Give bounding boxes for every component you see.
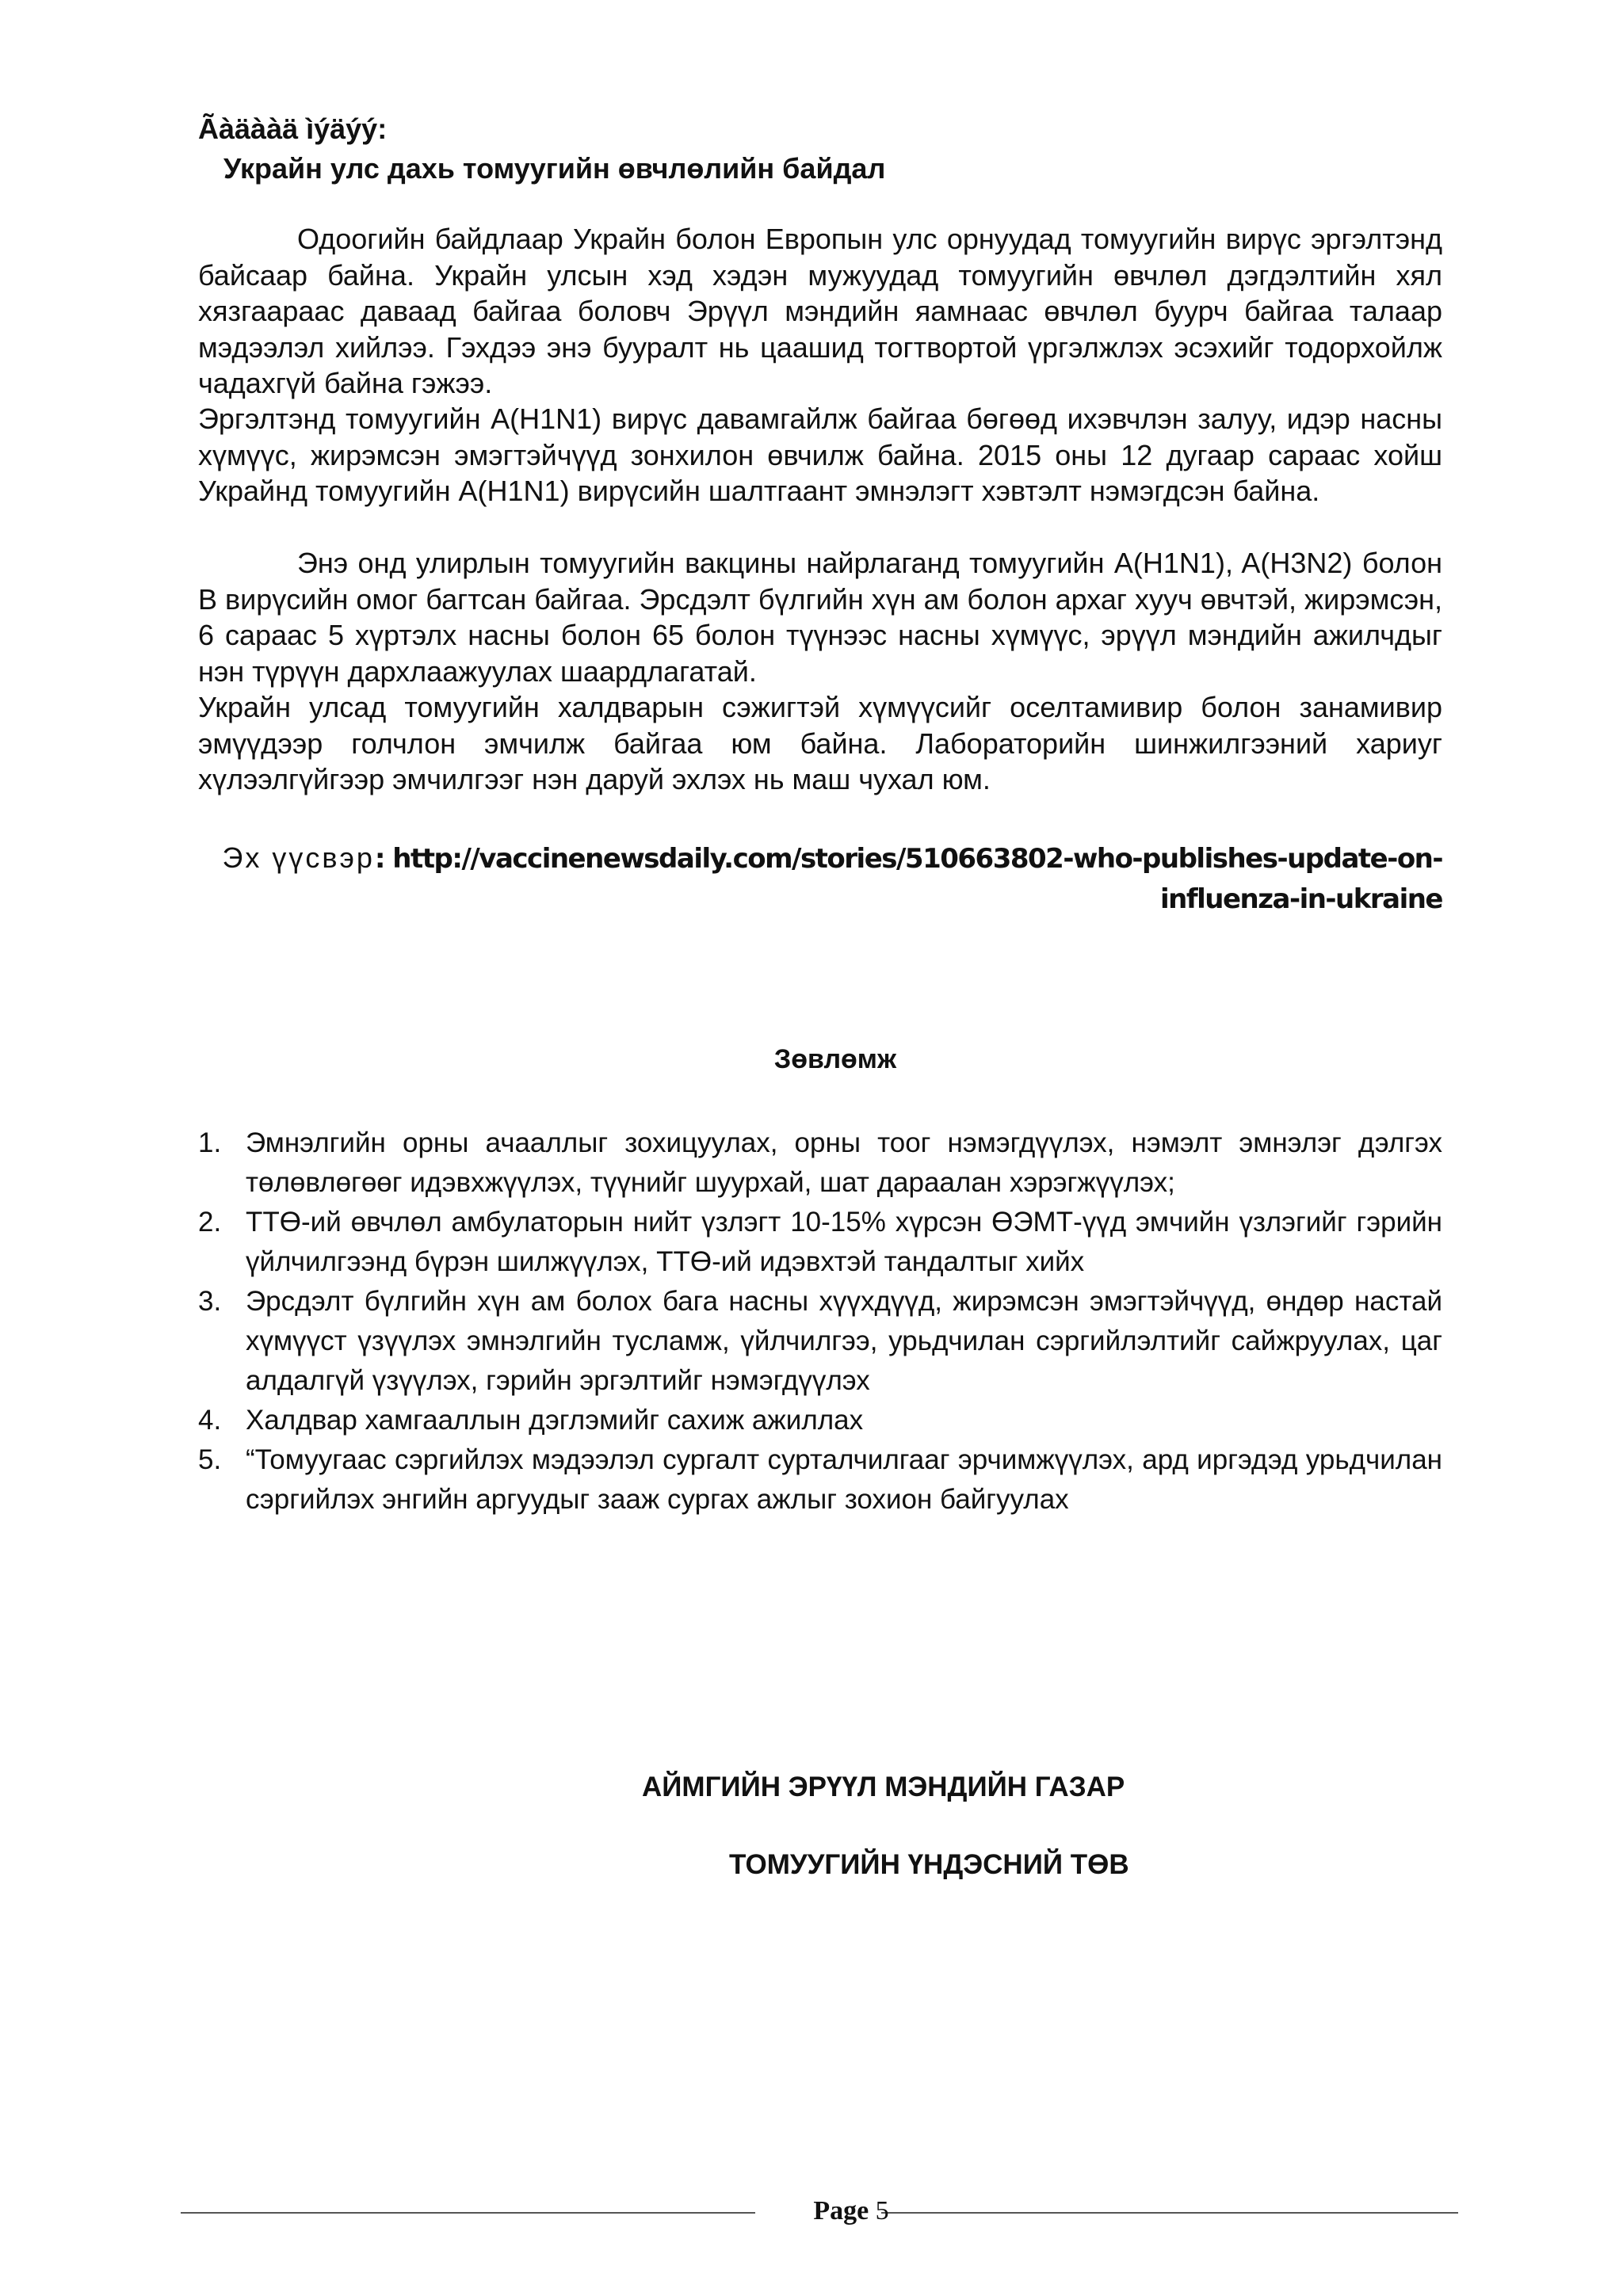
list-item-number: 1. [198,1127,222,1158]
list-item [198,1401,1442,1440]
recommendations-title: Зөвлөмж [773,1044,897,1074]
body-paragraph-1 [198,221,1442,402]
paragraph-text: Энэ онд улирлын томуугийн вакцины найрлаганд томуугийн A(H1N1), A(H3N2) болон B вирүсийн омог багтсан байгаа. Эрсдэлт бүлгийн хүн ам болон архаг хууч өвчтэй, жирэмсэн, 6 сараас 5 хүртэлх насны болон 65 болон түүнээс насны хүмүүс, эрүүл мэндийн ажилчдыг нэн түрүүн дархлаажуулах шаардлагатай. [198,547,1442,688]
paragraph-text: Украйн улсад томуугийн халдварын сэжигтэй хүмүүсийг оселтамивир болон занамивир эмүүдээр голчлон эмчилж байгаа юм байна. Лабораторийн шинжилгээний хариуг хүлээлгүйгээр эмчилгээг нэн даруй эхлэх нь маш чухал юм. [198,691,1442,795]
source-url-part-2[interactable]: influenza-in-ukraine [1159,883,1442,915]
body-paragraph-2 [198,401,1442,509]
list-item [198,1203,1442,1282]
list-item [198,1123,1442,1203]
list-item-text: Халдвар хамгааллын дэглэмийг сахиж ажиллах [246,1405,864,1436]
source-citation [214,838,1442,919]
paragraph-text: Одоогийн байдлаар Украйн болон Европын улс орнуудад томуугийн вирүс эргэлтэнд байсаар байна. Украйн улсын хэд хэдэн мужуудад томуугийн өвчлөл дэгдэлтийн хял хязгаараас даваад байгаа боловч Эрүүл мэндийн яамнаас өвчлөл буурч байгаа талаар мэдээлэл хийлээ. Гэхдээ энэ бууралт нь цаашид тогтвортой үргэлжлэх эсэхийг тодорхойлж чадахгүй байна гэжээ. [198,223,1442,399]
paragraph-text: Эргэлтэнд томуугийн A(H1N1) вирүс давамгайлж байгаа бөгөөд ихэвчлэн залуу, идэр насны хүмүүс, жирэмсэн эмэгтэйчүүд зонхилон өвчилж байна. 2015 оны 12 дугаар сараас хойш Украйнд томуугийн A(H1N1) вирүсийн шалтгаант эмнэлэгт хэвтэлт нэмэгдсэн байна. [198,402,1442,507]
list-item [198,1440,1442,1520]
page-label: Page [813,2196,869,2225]
list-item-number: 4. [198,1405,222,1436]
page-number: 5 [875,2196,889,2225]
source-label: Эх үүсвэр [222,841,375,874]
document-title: Ãàäààä ìýäýý: [198,113,388,145]
list-item-text: “Томуугаас сэргийлэх мэдээлэл сургалт сурталчилгааг эрчимжүүлэх, ард иргэдэд урьдчилан сэргийлэх энгийн аргуудыг зааж сургах ажлыг зохион байгуулах [246,1444,1442,1515]
list-item-text: Эмнэлгийн орны ачааллыг зохицуулах, орны тоог нэмэгдүүлэх, нэмэлт эмнэлэг дэлгэх төлөвлөгөөг идэвхжүүлэх, түүнийг шуурхай, шат дараалан хэрэгжүүлэх; [246,1127,1442,1198]
list-item-number: 2. [198,1207,222,1238]
source-url-part-1[interactable]: http://vaccinenewsdaily.com/stories/510663802-who-publishes-update-on- [384,843,1442,875]
source-separator: : [374,843,384,875]
recommendations-list [198,1123,1442,1520]
signature-org-line-1: АЙМГИЙН ЭРҮҮЛ МЭНДИЙН ГАЗАР [642,1772,1125,1802]
signature-org-line-2: ТОМУУГИЙН ҮНДЭСНИЙ ТӨВ [729,1849,1129,1880]
list-item-number: 5. [198,1444,222,1475]
body-paragraph-4 [198,689,1442,798]
list-item-text: Эрсдэлт бүлгийн хүн ам болох бага насны хүүхдүүд, жирэмсэн эмэгтэйчүүд, өндөр настай хүмүүст үзүүлэх эмнэлгийн тусламж, үйлчилгээ, урьдчилан сэргийлэлтийг сайжруулах, цаг алдалгүй үзүүлэх, гэрийн эргэлтийг нэмэгдүүлэх [246,1286,1442,1396]
list-item [198,1282,1442,1401]
page-footer [0,2196,1623,2226]
section-heading: Украйн улс дахь томуугийн өвчлөлийн байдал [223,152,886,185]
list-item-text: ТТӨ-ий өвчлөл амбулаторын нийт үзлэгт 10-15% хүрсэн ӨЭМТ-үүд эмчийн үзлэгийг гэрийн үйлчилгээнд бүрэн шилжүүлэх, ТТӨ-ий идэвхтэй тандалтыг хийх [246,1207,1442,1277]
body-paragraph-3 [198,545,1442,689]
list-item-number: 3. [198,1286,222,1317]
